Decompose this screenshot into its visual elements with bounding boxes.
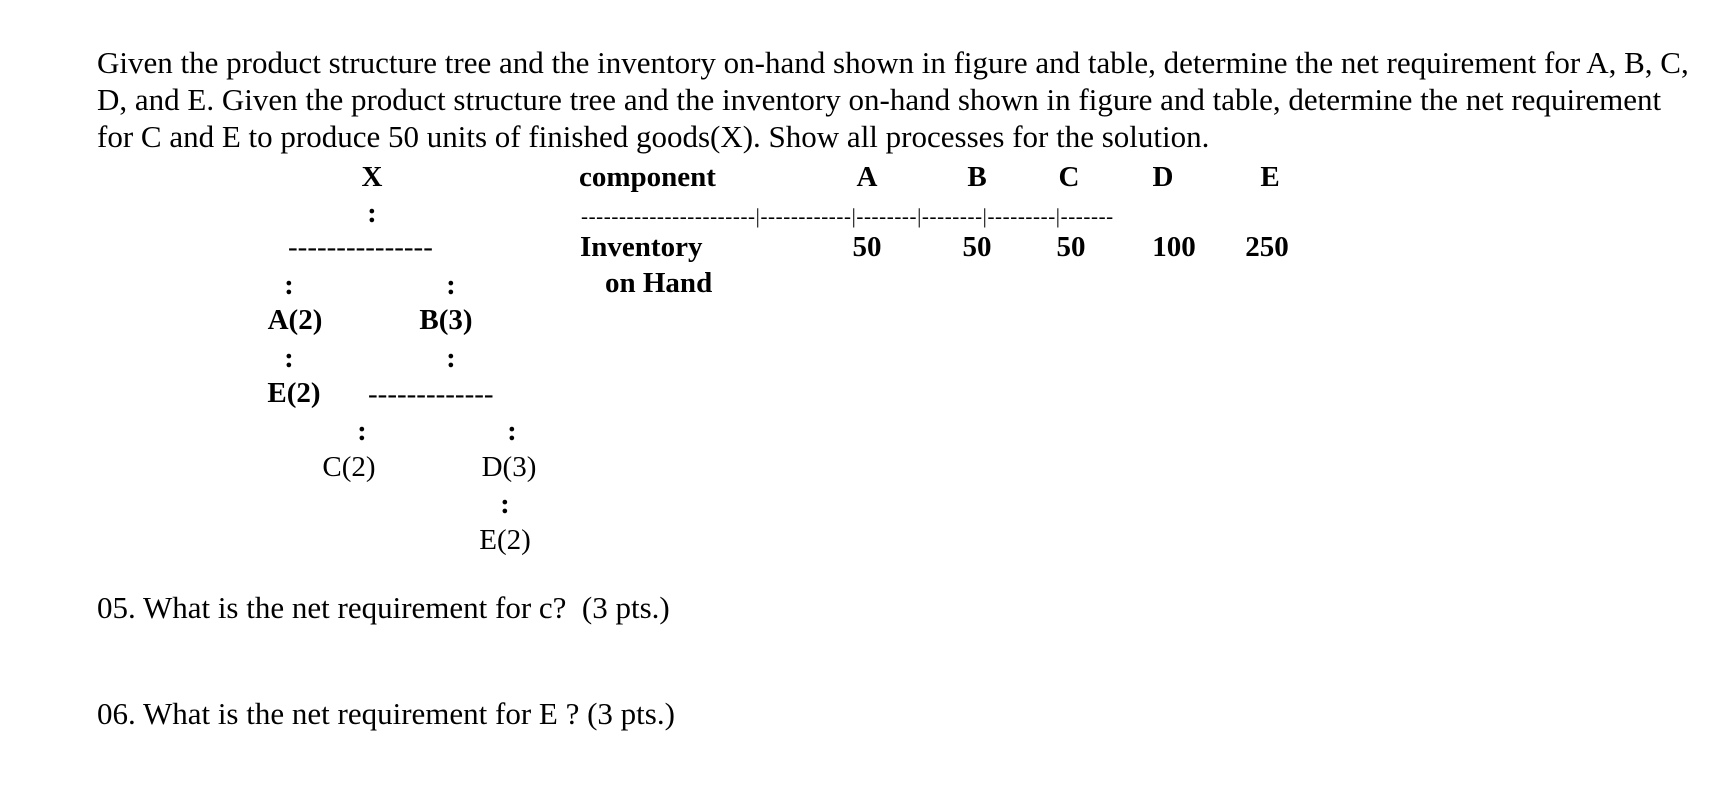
tree-connector: : <box>367 197 377 229</box>
tree-branch-line: --------------- <box>288 231 433 263</box>
tree-branch-line: ------------- <box>368 378 494 410</box>
tree-node-a: A(2) <box>267 304 323 336</box>
tree-node-x: X <box>361 161 383 193</box>
tree-connector: : <box>284 269 294 301</box>
question-05: 05. What is the net requirement for c? (3 pts.) <box>97 590 670 625</box>
tree-connector: : <box>284 342 294 374</box>
column-header-d: D <box>1152 161 1174 193</box>
tree-connector: : <box>500 488 510 520</box>
tree-connector: : <box>446 269 456 301</box>
inventory-value-d: 100 <box>1152 231 1196 263</box>
column-header-e: E <box>1260 161 1280 193</box>
row-label: Inventory <box>580 231 703 263</box>
problem-statement: Given the product structure tree and the inventory on-hand shown in figure and table, determine the net requirement for A, B, C, D, and E. Given the product structure tree and the inventory on-hand shown in figure and table, determine the net requirement for C and E to produce 50 units of finished goods(X). Show all processes for the solution. <box>97 45 1689 154</box>
tree-node-e: E(2) <box>479 524 531 556</box>
tree-connector: : <box>507 415 517 447</box>
inventory-value-b: 50 <box>962 231 992 263</box>
inventory-value-e: 250 <box>1245 231 1289 263</box>
tree-connector: : <box>357 415 367 447</box>
tree-connector: : <box>446 342 456 374</box>
row-label: on Hand <box>605 267 713 299</box>
tree-node-c: C(2) <box>322 451 376 483</box>
table-rule: -----------------------|------------|--------|--------|---------|------- <box>581 204 1114 228</box>
column-header-c: C <box>1058 161 1080 193</box>
column-header-a: A <box>856 161 878 193</box>
question-06: 06. What is the net requirement for E ? (3 pts.) <box>97 696 675 731</box>
table-header-label: component <box>579 161 716 193</box>
inventory-value-a: 50 <box>852 231 882 263</box>
tree-node-b: B(3) <box>419 304 473 336</box>
column-header-b: B <box>967 161 987 193</box>
tree-node-e: E(2) <box>267 377 321 409</box>
tree-node-d: D(3) <box>481 451 537 483</box>
inventory-value-c: 50 <box>1056 231 1086 263</box>
